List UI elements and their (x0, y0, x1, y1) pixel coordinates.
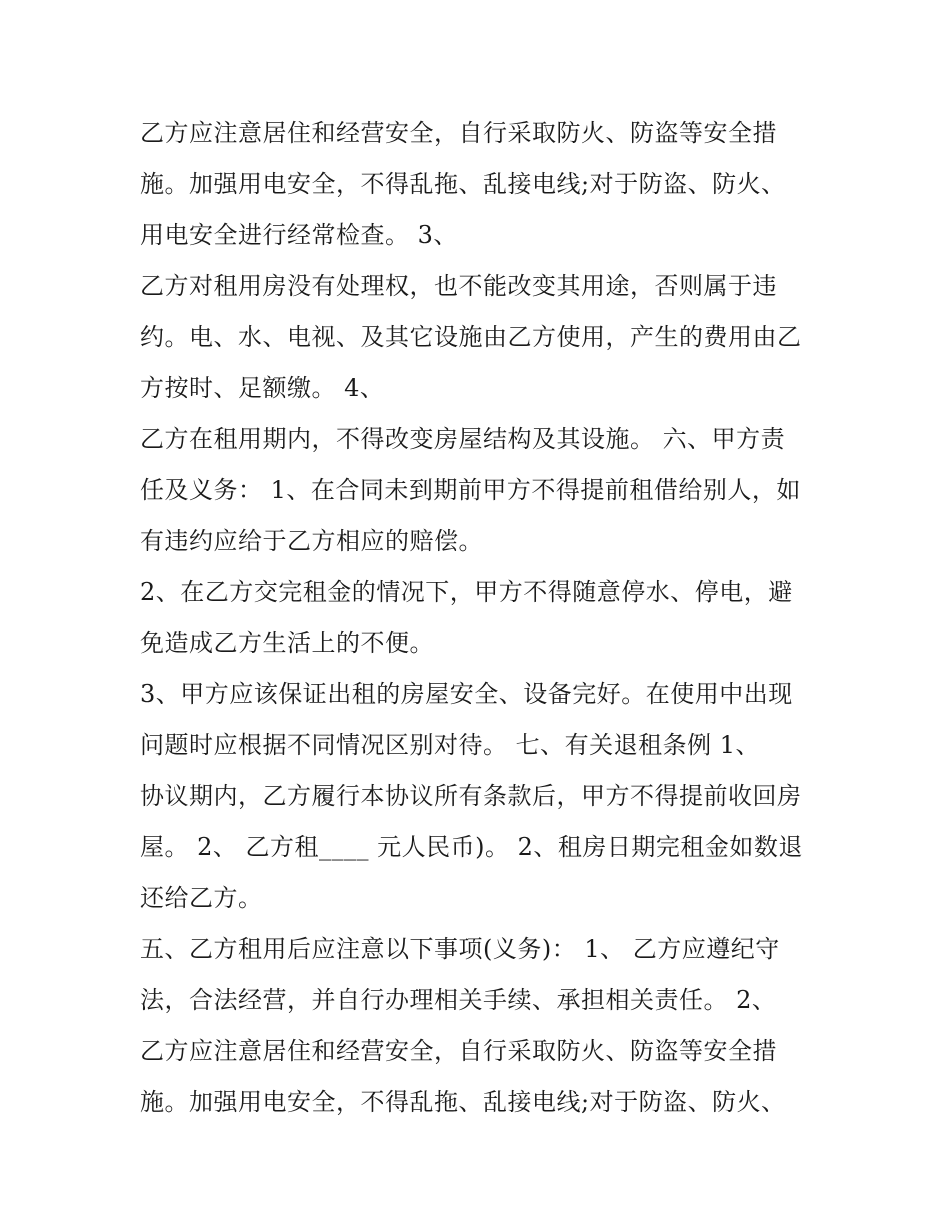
text-line: 有违约应给于乙方相应的赔偿。 (140, 527, 483, 555)
text-line: 屋。 2、 乙方租____ 元人民币)。 2、租房日期完租金如数退 (140, 833, 803, 861)
text-line: 3、甲方应该保证出租的房屋安全、设备完好。在使用中出现 (140, 680, 793, 708)
text-line: 乙方应注意居住和经营安全，自行采取防火、防盗等安全措 (140, 1037, 777, 1065)
text-line: 任及义务： 1、在合同未到期前甲方不得提前租借给别人，如 (140, 476, 801, 504)
text-line: 乙方对租用房没有处理权，也不能改变其用途，否则属于违 (140, 272, 777, 300)
text-line: 协议期内，乙方履行本协议所有条款后，甲方不得提前收回房 (140, 782, 802, 810)
text-line: 约。电、水、电视、及其它设施由乙方使用，产生的费用由乙 (140, 323, 802, 351)
text-line: 还给乙方。 (140, 884, 263, 912)
text-line: 问题时应根据不同情况区别对待。 七、有关退租条例 1、 (140, 731, 761, 759)
text-line: 五、乙方租用后应注意以下事项(义务)： 1、 乙方应遵纪守 (140, 935, 780, 963)
text-line: 法，合法经营，并自行办理相关手续、承担相关责任。 2、 (140, 986, 777, 1014)
text-line: 免造成乙方生活上的不便。 (140, 629, 434, 657)
document-body (140, 108, 830, 1128)
text-line: 施。加强用电安全，不得乱拖、乱接电线;对于防盗、防火、 (140, 170, 786, 198)
text-line: 2、在乙方交完租金的情况下，甲方不得随意停水、停电，避 (140, 578, 793, 606)
text-line: 施。加强用电安全，不得乱拖、乱接电线;对于防盗、防火、 (140, 1088, 786, 1116)
text-line: 乙方在租用期内，不得改变房屋结构及其设施。 六、甲方责 (140, 425, 786, 453)
text-line: 用电安全进行经常检查。 3、 (140, 221, 458, 249)
text-line: 方按时、足额缴。 4、 (140, 374, 385, 402)
text-line: 乙方应注意居住和经营安全，自行采取防火、防盗等安全措 (140, 119, 777, 147)
